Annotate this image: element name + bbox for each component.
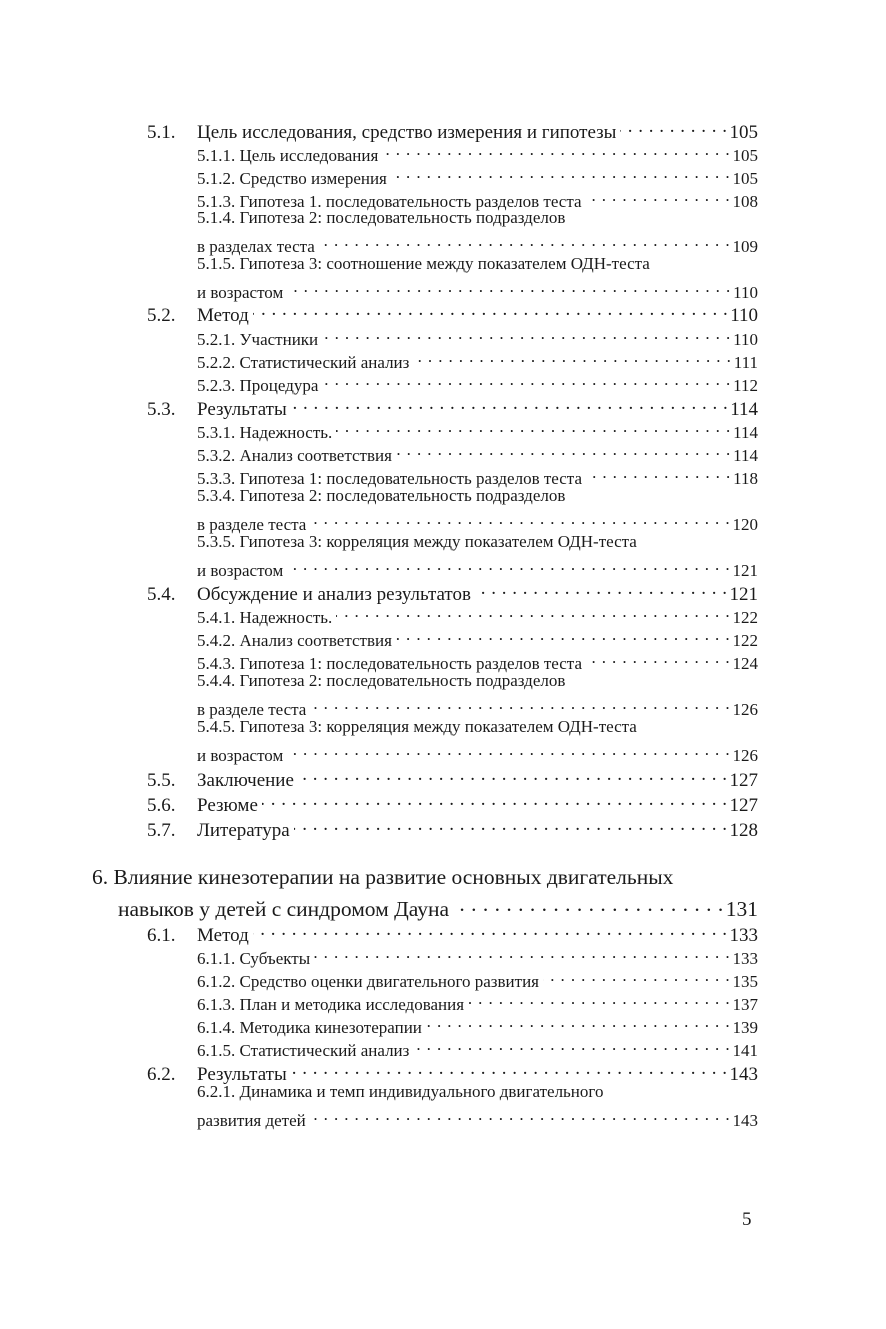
dot-leader bbox=[310, 692, 730, 715]
toc-entry-title: 5.3.4. Гипотеза 2: последовательность подразделов bbox=[197, 486, 566, 505]
toc-entry-title: Результаты bbox=[197, 399, 287, 420]
toc-entry-page: 105 bbox=[732, 146, 758, 165]
toc-entry-5-2-1[interactable] bbox=[197, 322, 758, 349]
toc-entry-page: 127 bbox=[729, 770, 758, 791]
toc-entry-title: 6.1.3. План и методика исследования bbox=[197, 995, 465, 1014]
dot-leader bbox=[396, 623, 731, 646]
toc-entry-page: 105 bbox=[732, 169, 758, 188]
dot-leader bbox=[291, 1057, 728, 1080]
toc-entry-title: Заключение bbox=[197, 770, 294, 791]
toc-entry-5-4[interactable] bbox=[147, 577, 758, 605]
toc-entry-page: 133 bbox=[732, 949, 758, 968]
toc-entry-5-4-4-line1[interactable] bbox=[197, 669, 758, 692]
toc-entry-5-6[interactable] bbox=[147, 788, 758, 816]
dot-leader bbox=[453, 893, 724, 916]
toc-entry-title: 5.1.4. Гипотеза 2: последовательность подразделов bbox=[197, 208, 566, 227]
toc-entry-page: 143 bbox=[732, 1111, 758, 1130]
toc-entry-page: 110 bbox=[733, 283, 758, 302]
dot-leader bbox=[586, 184, 731, 207]
toc-entry-5-3-2[interactable] bbox=[197, 438, 758, 465]
toc-entry-title: в разделе теста bbox=[197, 700, 307, 719]
toc-entry-title: 5.3.2. Анализ соответствия bbox=[197, 446, 392, 465]
toc-entry-title: 5.1.5. Гипотеза 3: соотношение между показателем ОДН-теста bbox=[197, 254, 650, 273]
toc-entry-number: 6.2. bbox=[147, 1064, 176, 1085]
dot-leader bbox=[475, 577, 728, 600]
toc-entry-page: 118 bbox=[733, 469, 758, 488]
dot-leader bbox=[262, 788, 728, 811]
toc-entry-6-2-1-line2[interactable] bbox=[197, 1103, 758, 1130]
toc-entry-5-1[interactable] bbox=[147, 115, 758, 143]
toc-entry-page: 114 bbox=[733, 423, 758, 442]
toc-entry-title: 5.3.3. Гипотеза 1: последовательность разделов теста bbox=[197, 469, 582, 488]
toc-entry-title: 6.1.2. Средство оценки двигательного развития bbox=[197, 972, 539, 991]
toc-entry-6-1-5[interactable] bbox=[197, 1033, 758, 1060]
dot-leader bbox=[314, 941, 730, 964]
toc-entry-title: 5.1.3. Гипотеза 1. последовательность разделов теста bbox=[197, 192, 582, 211]
toc-entry-page: 124 bbox=[732, 654, 758, 673]
toc-entry-page: 143 bbox=[729, 1064, 758, 1085]
dot-leader bbox=[413, 345, 731, 368]
toc-entry-title: 5.4.5. Гипотеза 3: корреляция между показателем ОДН-теста bbox=[197, 717, 637, 736]
dot-leader bbox=[253, 298, 728, 321]
toc-entry-5-1-4-line1[interactable] bbox=[197, 206, 758, 229]
toc-entry-title: 5.2.2. Статистический анализ bbox=[197, 353, 410, 372]
toc-entry-number: 5.5. bbox=[147, 770, 176, 791]
toc-entry-number: 6.1. bbox=[147, 925, 176, 946]
toc-chapter-6-line1[interactable] bbox=[92, 866, 758, 889]
toc-entry-page: 141 bbox=[732, 1041, 758, 1060]
dot-leader bbox=[287, 275, 731, 298]
toc-entry-page: 121 bbox=[729, 584, 758, 605]
toc-entry-title: и возрастом bbox=[197, 746, 284, 765]
page-number: 5 bbox=[742, 1209, 752, 1230]
dot-leader bbox=[413, 1033, 730, 1056]
toc-chapter-title: навыков у детей с синдромом Дауна bbox=[118, 897, 450, 921]
toc-entry-number: 5.7. bbox=[147, 820, 176, 841]
toc-entry-6-1-1[interactable] bbox=[197, 941, 758, 968]
toc-entry-title: 6.1.1. Субъекты bbox=[197, 949, 311, 968]
toc-entry-5-3-5-line1[interactable] bbox=[197, 530, 758, 553]
dot-leader bbox=[336, 600, 730, 623]
toc-entry-5-4-5-line1[interactable] bbox=[197, 715, 758, 738]
toc-entry-page: 133 bbox=[729, 925, 758, 946]
toc-entry-title: 5.4.4. Гипотеза 2: последовательность подразделов bbox=[197, 671, 566, 690]
toc-entry-title: Резюме bbox=[197, 795, 258, 816]
dot-leader bbox=[287, 553, 730, 576]
toc-entry-page: 109 bbox=[732, 237, 758, 256]
toc-entry-page: 110 bbox=[733, 330, 758, 349]
toc-chapter-title: 6. Влияние кинезотерапии на развитие основных двигательных bbox=[92, 865, 674, 889]
toc-entry-page: 137 bbox=[732, 995, 758, 1014]
dot-leader bbox=[620, 115, 727, 138]
toc-entry-page: 135 bbox=[732, 972, 758, 991]
toc-entry-title: 5.2.1. Участники bbox=[197, 330, 319, 349]
toc-entry-5-3-5-line2[interactable] bbox=[197, 553, 758, 580]
dot-leader bbox=[287, 738, 730, 761]
toc-entry-title: 5.3.1. Надежность. bbox=[197, 423, 333, 442]
toc-entry-5-4-3[interactable] bbox=[197, 646, 758, 673]
toc-entry-6-1-2[interactable] bbox=[197, 964, 758, 991]
toc-entry-title: в разделе теста bbox=[197, 515, 307, 534]
toc-entry-title: 5.2.3. Процедура bbox=[197, 376, 319, 395]
toc-entry-title: и возрастом bbox=[197, 561, 284, 580]
toc-entry-title: Метод bbox=[197, 925, 249, 946]
toc-entry-5-1-5-line1[interactable] bbox=[197, 252, 758, 275]
toc-entry-5-3-4-line2[interactable] bbox=[197, 507, 758, 534]
toc-entry-5-1-5-line2[interactable] bbox=[197, 275, 758, 302]
toc-entry-number: 5.6. bbox=[147, 795, 176, 816]
toc-entry-page: 112 bbox=[733, 376, 758, 395]
toc-entry-page: 126 bbox=[732, 700, 758, 719]
toc-entry-number: 5.4. bbox=[147, 584, 176, 605]
toc-entry-page: 120 bbox=[732, 515, 758, 534]
toc-entry-page: 114 bbox=[733, 446, 758, 465]
dot-leader bbox=[310, 1103, 731, 1126]
toc-chapter-6-line2[interactable] bbox=[118, 893, 758, 921]
toc-entry-5-4-4-line2[interactable] bbox=[197, 692, 758, 719]
toc-entry-title: Литература bbox=[197, 820, 290, 841]
dot-leader bbox=[298, 763, 728, 786]
toc-entry-title: Обсуждение и анализ результатов bbox=[197, 584, 471, 605]
dot-leader bbox=[336, 415, 731, 438]
toc-entry-6-1-3[interactable] bbox=[197, 987, 758, 1014]
toc-entry-title: 5.1.2. Средство измерения bbox=[197, 169, 387, 188]
dot-leader bbox=[586, 646, 731, 669]
toc-entry-title: 5.4.2. Анализ соответствия bbox=[197, 631, 392, 650]
dot-leader bbox=[291, 392, 728, 415]
dot-leader bbox=[391, 161, 731, 184]
dot-leader bbox=[468, 987, 730, 1010]
toc-entry-5-2-2[interactable] bbox=[197, 345, 758, 372]
toc-entry-5-7[interactable] bbox=[147, 813, 758, 841]
dot-leader bbox=[382, 138, 730, 161]
toc-entry-5-4-5-line2[interactable] bbox=[197, 738, 758, 765]
dot-leader bbox=[294, 813, 728, 836]
toc-entry-6-1-4[interactable] bbox=[197, 1010, 758, 1037]
toc-entry-6-1[interactable] bbox=[147, 918, 758, 946]
toc-entry-5-1-2[interactable] bbox=[197, 161, 758, 188]
toc-entry-5-3-1[interactable] bbox=[197, 415, 758, 442]
toc-entry-page: 108 bbox=[732, 192, 758, 211]
toc-entry-title: Цель исследования, средство измерения и гипотезы bbox=[197, 122, 617, 143]
toc-entry-5-2-3[interactable] bbox=[197, 368, 758, 395]
toc-entry-6-2[interactable] bbox=[147, 1057, 758, 1085]
dot-leader bbox=[322, 368, 731, 391]
dot-leader bbox=[426, 1010, 731, 1033]
dot-leader bbox=[310, 507, 730, 530]
toc-entry-number: 5.3. bbox=[147, 399, 176, 420]
toc-entry-page: 139 bbox=[732, 1018, 758, 1037]
toc-entry-page: 126 bbox=[732, 746, 758, 765]
toc-entry-title: Метод bbox=[197, 305, 249, 326]
dot-leader bbox=[586, 461, 731, 484]
dot-leader bbox=[396, 438, 731, 461]
toc-entry-title: 5.1.1. Цель исследования bbox=[197, 146, 379, 165]
toc-entry-page: 105 bbox=[729, 122, 758, 143]
toc-entry-5-3[interactable] bbox=[147, 392, 758, 420]
toc-entry-5-1-3[interactable] bbox=[197, 184, 758, 211]
toc-entry-title: в разделах теста bbox=[197, 237, 315, 256]
toc-entry-title: 5.4.3. Гипотеза 1: последовательность разделов теста bbox=[197, 654, 582, 673]
toc-entry-title: 6.1.5. Статистический анализ bbox=[197, 1041, 410, 1060]
toc-entry-number: 5.2. bbox=[147, 305, 176, 326]
toc-entry-5-5[interactable] bbox=[147, 763, 758, 791]
toc-entry-page: 131 bbox=[725, 897, 758, 921]
toc-entry-5-3-4-line1[interactable] bbox=[197, 484, 758, 507]
toc-entry-title: Результаты bbox=[197, 1064, 287, 1085]
toc-entry-5-1-1[interactable] bbox=[197, 138, 758, 165]
dot-leader bbox=[322, 322, 731, 345]
toc-entry-page: 114 bbox=[730, 399, 758, 420]
toc-entry-page: 122 bbox=[732, 631, 758, 650]
toc-entry-5-2[interactable] bbox=[147, 298, 758, 326]
toc-entry-page: 111 bbox=[733, 353, 758, 372]
dot-leader bbox=[319, 229, 731, 252]
toc-entry-title: 6.2.1. Динамика и темп индивидуального двигательного bbox=[197, 1082, 604, 1101]
toc-entry-page: 128 bbox=[729, 820, 758, 841]
dot-leader bbox=[253, 918, 728, 941]
toc-entry-title: и возрастом bbox=[197, 283, 284, 302]
toc-entry-page: 121 bbox=[732, 561, 758, 580]
toc-entry-title: развития детей bbox=[197, 1111, 306, 1130]
toc-entry-5-3-3[interactable] bbox=[197, 461, 758, 488]
toc-entry-page: 127 bbox=[729, 795, 758, 816]
toc-entry-title: 5.4.1. Надежность. bbox=[197, 608, 333, 627]
toc-entry-page: 110 bbox=[730, 305, 758, 326]
toc-entry-number: 5.1. bbox=[147, 122, 176, 143]
dot-leader bbox=[543, 964, 731, 987]
toc-entry-page: 122 bbox=[732, 608, 758, 627]
toc-entry-title: 5.3.5. Гипотеза 3: корреляция между показателем ОДН-теста bbox=[197, 532, 637, 551]
toc-entry-6-2-1-line1[interactable] bbox=[197, 1080, 758, 1103]
toc-entry-5-4-1[interactable] bbox=[197, 600, 758, 627]
toc-entry-title: 6.1.4. Методика кинезотерапии bbox=[197, 1018, 422, 1037]
toc-entry-5-4-2[interactable] bbox=[197, 623, 758, 650]
toc-entry-5-1-4-line2[interactable] bbox=[197, 229, 758, 256]
